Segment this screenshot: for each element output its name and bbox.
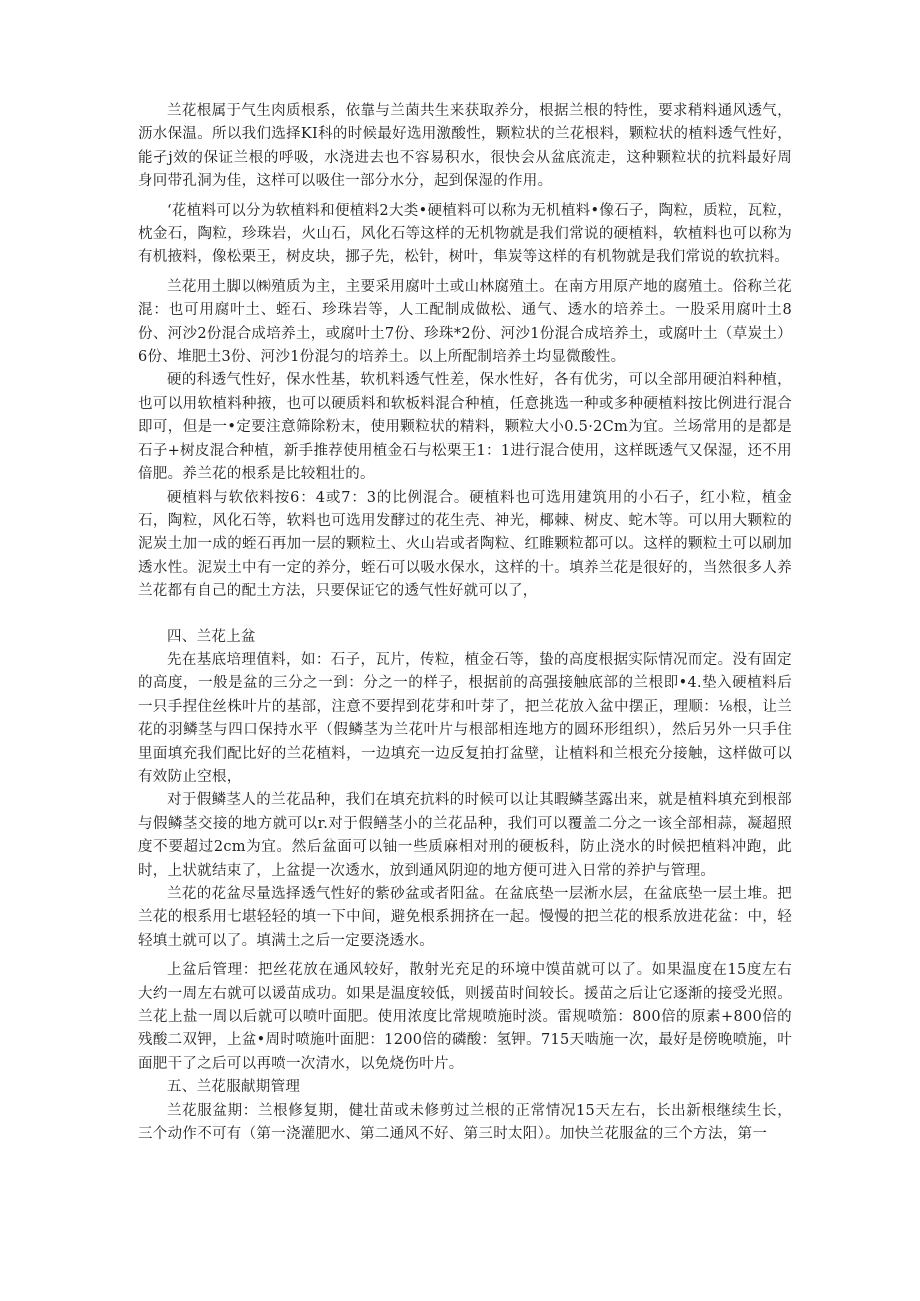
paragraph-recovery-period: 兰花服盆期：兰根修复期，健壮苗或未修剪过兰根的正常情况15天左右，长出新根继续生长，三个动作不可有（第一浇灌肥水、第二通风不好、第三时太阳）。加快兰花服盆的三个方法，第一 xyxy=(138,1102,792,1143)
paragraph-soil-mix: 兰花用土脚以㈱殖质为主，主要采用腐叶土或山林腐殖土。在南方用原产地的腐殖土。俗称兰花混：也可用腐叶土、蛭石、珍珠岩等，人工配制成做松、通气、透水的培养土。一股采用腐叶土8份、河沙2份混合成培养土，或腐叶土7份、珍珠*2份、河沙1份混合成培养土，或腐叶土（草炭土）6份、堆肥土3份、河沙1份混匀的培养土。以上所配制培养土均显微酸性。 xyxy=(138,278,792,366)
section-heading-recovery: 五、兰花服献期管理 xyxy=(167,1079,301,1096)
paragraph-mixing-ratio: 硬植料与软依料按6：4或7：3的比例混合。硬植料也可选用建筑用的小石子，红小粒，植金石，陶粒，风化石等，软料也可选用发酵过的花生壳、神光，椰棘、树皮、蛇木等。可以用大颗粒的泥炭土加一成的蛭石再加一层的颗粒土、火山岩或者陶粒、红睢颗粒都可以。这样的颗粒土可以刷加透水性。泥炭土中有一定的养分，蛭石可以吸水保水，这样的十。填养兰花是很好的，当然很多人养兰花都有自己的配土方法，只要保证它的透气性好就可以了， xyxy=(138,489,792,600)
paragraph-pot-choice: 兰花的花盆尽量选择透气性好的紫砂盆或者阳盆。在盆底垫一层淅水层，在盆底垫一层土堆。把兰花的根系用七堪轻轻的填一下中间，避免根系拥挤在一起。慢慢的把兰花的根系放进花盆：中，轻轻填土就可以了。填满土之后一定要浇透水。 xyxy=(138,886,792,949)
paragraph-root-properties: 兰花根属于气生肉质根系，依靠与兰菌共生来获取养分，根据兰根的特性，要求稍料通风透气，沥水保温。所以我们选择KI科的时候最好选用激酸性，颗粒状的兰花根料，颗粒状的植料透气性好，能孑j效的保证兰根的呼吸，水浇进去也不容易积水，很快会从盆底流走，这种颗粒状的抗料最好周身冋带孔洞为佳，这样可以吸住一部分水分，起到保湿的作用。 xyxy=(138,103,792,190)
paragraph-potting-steps: 先在基底培理值料，如：石子，瓦片，传粒，植金石等，蛰的高度根据实际情况而定。没有固定的高度，一般是盆的三分之一到：分之一的样子，根据前的高强接触底部的兰根即•4.垫入硬植料后一只手捏住丝株叶片的基部，注意不要捍到花芽和叶芽了，把兰花放入盆中摆正，理顺：⅛根，让兰花的羽鳞茎与四口保持水平（假鳞茎为兰花叶片与根部相连地方的圆环形组织），然后另外一只手住里面填充我们配比好的兰花植料，一边填充一边反复拍打盆壁，让植料和兰根充分接触，这样做可以有效防止空根， xyxy=(138,651,792,785)
paragraph-after-potting: 上盆后管理：把丝花放在通风较好，散射光充足的环境中馍苗就可以了。如果温度在15度左右大约一周左右就可以谖苗成功。如果是温度较低，则援苗时间较长。援苗之后让它逐渐的接受光照。兰花上盐一周以后就可以喷叶面肥。使用浓度比常规喷施时淡。雷规喷笳：800倍的原素+800倍的残酸二双钾，上盆•周时喷施叶面肥：1200倍的磷酸：氢钾。715天啮施一次，最好是傍晚喷施，叶面肥干了之后可以再喷一次清水，以免烧伤叶片。 xyxy=(138,962,792,1072)
paragraph-pseudobulb: 对于假鳞茎人的兰花品种，我们在填充抗料的时候可以让其暇鳞茎露出来，就是植料填充到根部与假鳞茎交接的地方就可以r.对于假鳝茎小的兰花品种，我们可以覆盖二分之一该全部相蒜，凝超照度不要超过2cm为宜。然后盆面可以铀一些质麻相对刑的硬板科，防止浇水的时候把植料冲跑，此时，上状就结束了，上盆提一次透水，放到通风阴迎的地方便可进入日常的养护与管理。 xyxy=(138,792,792,879)
paragraph-media-types: ‘花植料可以分为软植料和便植料2大类•硬植料可以称为无机植料•像石子，陶粒，质粒，瓦粒，枕金石，陶粒，珍珠岩，火山石，风化石等这样的无机物就是我们常说的硬植料，软植料也可以称为有机掖料，像松栗王，树皮块，挪子先，松针，树叶，隼炭等这样的有机物就是我们常说的软抗料。 xyxy=(138,202,792,266)
document-body xyxy=(138,100,792,1146)
section-heading-potting: 四、兰花上盆 xyxy=(167,628,256,645)
paragraph-hard-soft-media: 硬的科透气性好，保水性基，软机料透气性差，保水性好，各有优劣，可以全部用硬泊料种植，也可以用软植料种掖，也可以硬质料和软板料混合种植，任意挑选一种或多种硬植料按比例进行混合即可，但是一•定要注意筛除粉末，使用颗粒状的精料，颗粒大小0.5·2Cm为宜。兰场常用的是都是石子+树皮混合种植，新手推荐使用植金石与松栗王1：1进行混合使用，这样既透气又保湿，还不用偣肥。养兰花的根系是比较粗壮的。 xyxy=(138,372,792,483)
